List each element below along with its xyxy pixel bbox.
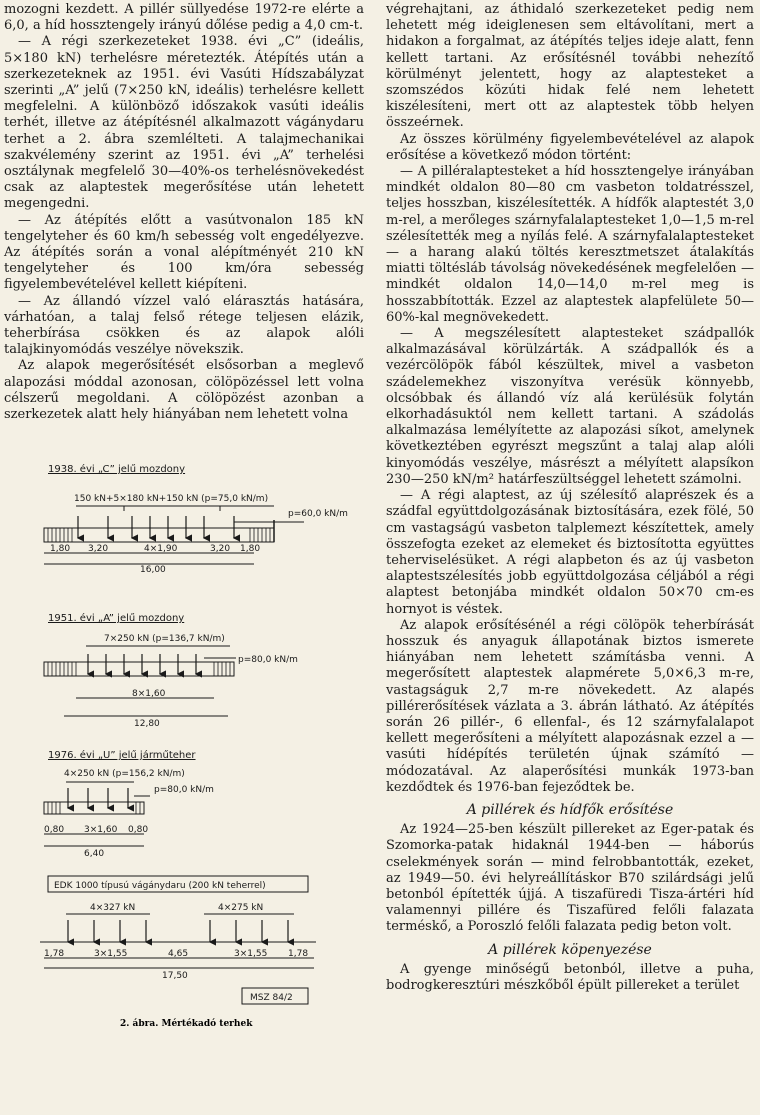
diagram-edk1000 (40, 876, 316, 1004)
diagram-title: EDK 1000 típusú vágánydaru (200 kN teherrel) (54, 881, 266, 891)
load-label: 4×275 kN (218, 903, 264, 913)
total-length: 17,50 (162, 971, 188, 981)
paragraph: — A régi szerkezeteket 1938. évi „C” (ideális, 5×180 kN) terhelésre méretezték. Átépítés után a szerkezeteknek az 1951. évi Vasúti Hídszabályzat szerinti „A” jelű (7×250 kN, ideális) terhelésre kellett megfelelni. A különböző időszakok vasúti ideális terhét, illetve az átépítésnél alkalmazott vágánydaru terhet a 2. ábra szemlélteti. A talajmechanikai szakvélemény szerint az 1951. évi „A” terhelési osztálynak megfelelő 30—40%-os terhelésnövekedést csak az alaptestek megerősítése után lehetett megengedni. (4, 34, 364, 212)
paragraph: Az alapok megerősítését elsősorban a meglevő alapozási móddal azonosan, cölöpözéssel lett volna célszerű megoldani. A cölöpözést azonban a szerkezetek alatt hely hiányában nem lehetett volna (4, 358, 364, 423)
paragraph: mozogni kezdett. A pillér süllyedése 1972-re elérte a 6,0, a híd hossztengely irányú dőlése pedig a 4,0 cm-t. (4, 2, 364, 34)
dimension-label: 1,78 (44, 949, 65, 959)
diagram-1938 (44, 463, 348, 575)
paragraph: végrehajtani, az áthidaló szerkezeteket pedig nem lehetett még ideiglenesen sem eltávolítani, mert a hidakon a forgalmat, az átépítés teljes ideje alatt, fenn kellett tartani. Az erősítésnél további nehezítő körülményt jelentett, hogy az alaptesteket a szomszédos közúti hidak felé nem lehetett kiszélesíteni, mert ott az alaptestek több helyen összeérnek. (386, 2, 754, 131)
distributed-load-label: p=60,0 kN/m (288, 509, 348, 519)
load-diagram-figure (4, 458, 364, 1058)
paragraph: — Az átépítés előtt a vasútvonalon 185 kN tengelyteher és 60 km/h sebesség volt engedélyezve. Az átépítés során a vonal alépítményét 210 kN tengelyteher és 100 km/óra sebesség figyelembevételével kellett kiépíteni. (4, 212, 364, 293)
left-column (4, 2, 364, 423)
dimension-label: 3×1,60 (84, 825, 118, 835)
dimension-label: 4,65 (168, 949, 189, 959)
total-length: 6,40 (84, 849, 105, 859)
dimension-label: 8×1,60 (132, 689, 166, 699)
load-label: 7×250 kN (p=136,7 kN/m) (104, 634, 225, 644)
diagram-title: 1938. évi „C” jelű mozdony (48, 464, 186, 475)
section-heading: A pillérek és hídfők erősítése (466, 801, 674, 818)
load-label: 4×327 kN (90, 903, 136, 913)
dimension-label: 1,80 (240, 544, 261, 554)
total-length: 16,00 (140, 565, 166, 575)
load-label: 4×250 kN (p=156,2 kN/m) (64, 769, 185, 779)
dimension-label: 3×1,55 (234, 949, 268, 959)
dimension-label: 0,80 (128, 825, 149, 835)
diagram-title: 1951. évi „A” jelű mozdony (48, 613, 185, 624)
load-diagrams-svg (4, 458, 364, 1058)
dimension-label: 1,78 (288, 949, 309, 959)
distributed-load-label: p=80,0 kN/m (238, 655, 298, 665)
dimension-label: 1,80 (50, 544, 71, 554)
section-heading: A pillérek köpenyezése (488, 941, 652, 958)
figure-caption: 2. ábra. Mértékadó terhek (120, 1019, 253, 1029)
paragraph: — A megszélesített alaptesteket szádpallók alkalmazásával körülzárták. A szádpallók és a vezércölöpök fából készültek, mivel a vasbeton szádelemekhez viszonyítva verésük könnyebb, olcsóbbak és állandó víz alá kerülésük folytán elkorhadásuktól nem kellett tartani. A szádolás alkalmazása lemélyítette az alapozási síkot, amelynek következtében egyrészt megszűnt a talaj alap alóli kinyomódás veszélye, másrészt a mélyített alapsíkon 230—250 kN/m² határfeszültséggel lehetett számolni. (386, 326, 754, 487)
paragraph: — A pilléralaptesteket a híd hossztengelye irányában mindkét oldalon 80—80 cm vasbeton toldatrésszel, teljes hosszban, kiszélesítették. A hídfők alaptestét 3,0 m-rel, a merőleges szárnyfalalaptesteket 1,0—1,5 m-rel szélesítették meg a nyílás felé. A szárnyfalalaptesteket — a harang alakú töltés keresztmetszet átalakítás miatti töltésláb távolság növekedésének megfelelően — mindkét oldalon 14,0—14,0 m-rel meg is hosszabbították. Ezzel az alaptestek alapfelülete 50—60%-kal megnövekedett. (386, 164, 754, 325)
paragraph: Az összes körülmény figyelembevételével az alapok erősítése a következő módon történt: (386, 131, 754, 163)
diagram-1951 (44, 612, 298, 729)
right-column (386, 2, 754, 994)
paragraph: Az alapok erősítésénél a régi cölöpök teherbírását hosszuk és anyaguk állapotának biztos ismerete hiányában nem lehetett számításba venni. A megerősített alaptestek alapmérete 5,0×6,3 m-re, vastagságuk 2,7 m-re növekedett. Az alapés pillérerősítések vázlata a 3. ábrán látható. Az átépítés során 26 pillér-, 6 ellenfal-, és 12 szárnyfalalapot kellett megerősíteni a mélyített alapozásnak ezzel a — vasúti hídépítés területén újnak számító — módozatával. Az alaperősítési munkák 1973-ban kezdődtek és 1976-ban fejeződtek be. (386, 617, 754, 795)
diagram-1976 (44, 749, 214, 859)
dimension-label: 3,20 (88, 544, 109, 554)
standard-stamp: MSZ 84/2 (250, 993, 293, 1003)
total-length: 12,80 (134, 719, 160, 729)
paragraph: A gyenge minőségű betonból, illetve a puha, bodrogkeresztúri mészkőből épült pillereket a terület (386, 961, 754, 993)
dimension-label: 4×1,90 (144, 544, 178, 554)
dimension-label: 0,80 (44, 825, 65, 835)
dimension-label: 3×1,55 (94, 949, 128, 959)
diagram-title: 1976. évi „U” jelű járműteher (48, 750, 196, 761)
paragraph: Az 1924—25-ben készült pillereket az Eger-patak és Szomorka-patak hidaknál 1944-ben — háborús cselekmények során — mind felrobbantották, ezeket, az 1949—50. évi helyreállításkor B70 szilárdsági jelű betonból építették újjá. A tiszafüredi Tisza-ártéri híd valamennyi pillére és Tiszafüred felőli falazata terméskő, a Poroszló felőli falazata pedig beton volt. (386, 822, 754, 935)
distributed-load-label: p=80,0 kN/m (154, 785, 214, 795)
paragraph: — A régi alaptest, az új szélesítő alaprészek és a szádfal együttdolgozásának biztosítására, ezek fölé, 50 cm vastagságú vasbeton talplemezt készítettek, amely összefogta ezeket az elemeket és biztosította együttes teherviselésüket. A régi alapbeton és az új vasbeton alaptestszélesítés jobb együttdolgozása céljából a régi alaptest betonjába mindkét oldalon 50×70 cm-es hornyot is véstek. (386, 488, 754, 617)
load-label: 150 kN+5×180 kN+150 kN (p=75,0 kN/m) (74, 494, 269, 504)
dimension-label: 3,20 (210, 544, 231, 554)
paragraph: — Az állandó vízzel való elárasztás hatására, várhatóan, a talaj felső rétege teljesen elázik, teherbírása csökken és az alapok alóli talajkinyomódás veszélye növekszik. (4, 293, 364, 358)
